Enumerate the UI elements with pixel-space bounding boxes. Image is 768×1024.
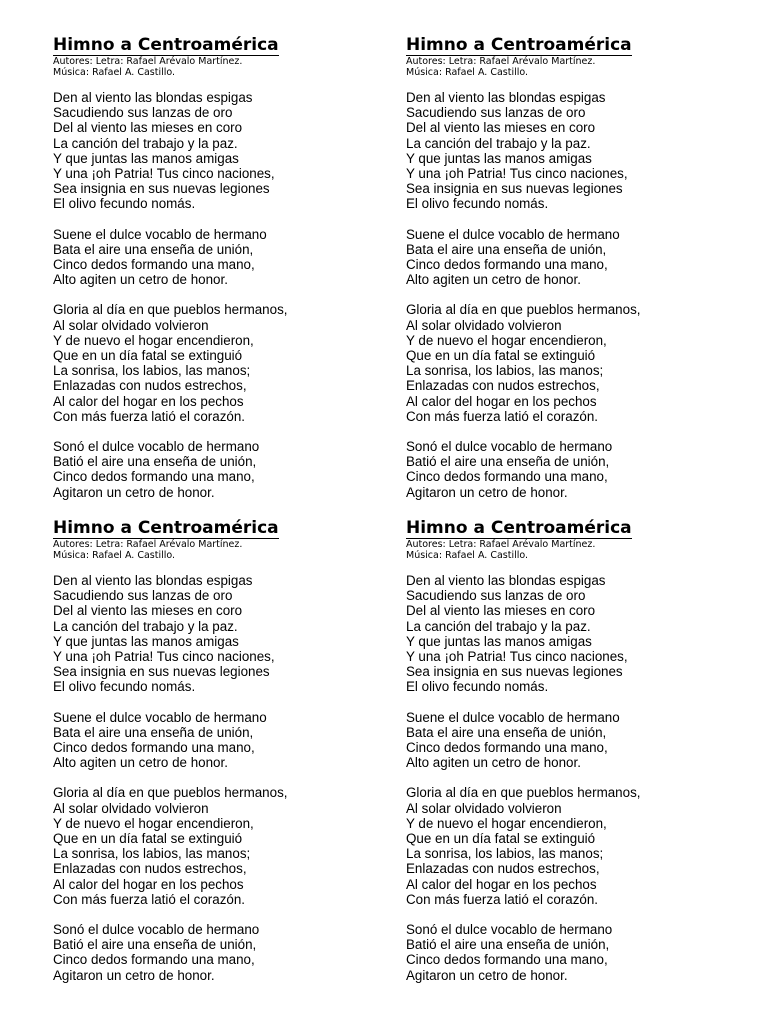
anthem-copy-top-right: [406, 35, 736, 515]
verse-line: Cinco dedos formando una mano,: [406, 740, 608, 756]
verse-line: Alto agiten un cetro de honor.: [53, 755, 228, 771]
verse-line: Y una ¡oh Patria! Tus cinco naciones,: [53, 649, 275, 665]
verse-line: Cinco dedos formando una mano,: [53, 469, 255, 485]
verse-line: El olivo fecundo nomás.: [53, 196, 196, 212]
verse-line: Y que juntas las manos amigas: [406, 633, 592, 649]
verse-line: Gloria al día en que pueblos hermanos,: [406, 785, 641, 801]
anthem-title: Himno a Centroamérica: [53, 35, 279, 55]
verse-line: Y de nuevo el hogar encendieron,: [53, 815, 254, 831]
verse-line: Enlazadas con nudos estrechos,: [53, 861, 247, 877]
verse-line: Al solar olvidado volvieron: [406, 800, 562, 816]
verse-line: Sea insignia en sus nuevas legiones: [53, 181, 270, 197]
verse-line: Alto agiten un cetro de honor.: [406, 272, 581, 288]
verse-line: Que en un día fatal se extinguió: [406, 831, 596, 847]
authors-line: Autores: Letra: Rafael Arévalo Martínez.: [53, 539, 243, 550]
verse-line: La canción del trabajo y la paz.: [406, 135, 591, 151]
anthem-title: Himno a Centroamérica: [406, 518, 632, 538]
verse-line: Batió el aire una enseña de unión,: [53, 937, 257, 953]
verse-line: Agitaron un cetro de honor.: [406, 967, 568, 983]
verse-line: Con más fuerza latió el corazón.: [53, 891, 246, 907]
anthem-copy-bottom-right: [406, 518, 736, 998]
stanza-1: [53, 573, 383, 695]
music-line: Música: Rafael A. Castillo.: [406, 67, 529, 78]
verse-line: Sacudiendo sus lanzas de oro: [406, 105, 586, 121]
verse-line: Y una ¡oh Patria! Tus cinco naciones,: [406, 166, 628, 182]
verse-line: Enlazadas con nudos estrechos,: [406, 861, 600, 877]
stanza-3: [406, 785, 736, 907]
verse-line: Y una ¡oh Patria! Tus cinco naciones,: [53, 166, 275, 182]
verse-line: La sonrisa, los labios, las manos;: [53, 846, 251, 862]
music-line: Música: Rafael A. Castillo.: [53, 550, 176, 561]
verse-line: Sonó el dulce vocablo de hermano: [406, 922, 613, 938]
verse-line: Con más fuerza latió el corazón.: [406, 408, 599, 424]
authors-line: Autores: Letra: Rafael Arévalo Martínez.: [53, 56, 243, 67]
verse-line: El olivo fecundo nomás.: [53, 679, 196, 695]
authors-line: Autores: Letra: Rafael Arévalo Martínez.: [406, 539, 596, 550]
verse-line: Cinco dedos formando una mano,: [53, 952, 255, 968]
verse-line: Enlazadas con nudos estrechos,: [406, 378, 600, 394]
stanza-3: [406, 302, 736, 424]
stanza-4: [53, 439, 383, 500]
stanza-1: [406, 573, 736, 695]
verse-line: Del al viento las mieses en coro: [406, 120, 596, 136]
verse-line: Agitaron un cetro de honor.: [406, 484, 568, 500]
anthem-title: Himno a Centroamérica: [53, 518, 279, 538]
stanza-4: [406, 922, 736, 983]
verse-line: Alto agiten un cetro de honor.: [406, 755, 581, 771]
verse-line: Den al viento las blondas espigas: [53, 90, 253, 105]
verse-line: Sea insignia en sus nuevas legiones: [406, 181, 623, 197]
verse-line: Y de nuevo el hogar encendieron,: [406, 332, 607, 348]
verse-line: La canción del trabajo y la paz.: [406, 618, 591, 634]
verse-line: El olivo fecundo nomás.: [406, 679, 549, 695]
verse-line: Agitaron un cetro de honor.: [53, 967, 215, 983]
verse-line: Y que juntas las manos amigas: [406, 150, 592, 166]
verse-line: Bata el aire una enseña de unión,: [406, 724, 607, 740]
anthem-copy-bottom-left: [53, 518, 383, 998]
verse-line: Suene el dulce vocablo de hermano: [406, 709, 620, 725]
verse-line: Sacudiendo sus lanzas de oro: [53, 105, 233, 121]
verse-line: Al calor del hogar en los pechos: [53, 393, 244, 409]
stanza-3: [53, 302, 383, 424]
verse-line: Bata el aire una enseña de unión,: [53, 241, 254, 257]
stanza-1: [406, 90, 736, 212]
verse-line: Al calor del hogar en los pechos: [406, 393, 597, 409]
verse-line: Y que juntas las manos amigas: [53, 150, 239, 166]
verse-line: Y que juntas las manos amigas: [53, 633, 239, 649]
verse-line: Bata el aire una enseña de unión,: [406, 241, 607, 257]
verse-line: Sacudiendo sus lanzas de oro: [53, 588, 233, 604]
credits: [53, 539, 383, 561]
verse-line: El olivo fecundo nomás.: [406, 196, 549, 212]
verse-line: Cinco dedos formando una mano,: [53, 257, 255, 273]
verse-line: Cinco dedos formando una mano,: [406, 952, 608, 968]
verse-line: Sonó el dulce vocablo de hermano: [406, 439, 613, 455]
verse-line: Gloria al día en que pueblos hermanos,: [53, 302, 288, 318]
verse-line: Sea insignia en sus nuevas legiones: [406, 664, 623, 680]
verse-line: Del al viento las mieses en coro: [53, 603, 243, 619]
verse-line: Al solar olvidado volvieron: [53, 317, 209, 333]
credits: [406, 56, 736, 78]
verse-line: Cinco dedos formando una mano,: [406, 469, 608, 485]
verse-line: Suene el dulce vocablo de hermano: [53, 709, 267, 725]
credits: [53, 56, 383, 78]
verse-line: Bata el aire una enseña de unión,: [53, 724, 254, 740]
verse-line: Batió el aire una enseña de unión,: [406, 454, 610, 470]
verse-line: Den al viento las blondas espigas: [53, 573, 253, 588]
verse-line: Con más fuerza latió el corazón.: [53, 408, 246, 424]
verse-line: Al calor del hogar en los pechos: [53, 876, 244, 892]
verse-line: Enlazadas con nudos estrechos,: [53, 378, 247, 394]
verse-line: Del al viento las mieses en coro: [406, 603, 596, 619]
verse-line: Al calor del hogar en los pechos: [406, 876, 597, 892]
verse-line: Sea insignia en sus nuevas legiones: [53, 664, 270, 680]
authors-line: Autores: Letra: Rafael Arévalo Martínez.: [406, 56, 596, 67]
verse-line: Suene el dulce vocablo de hermano: [406, 226, 620, 242]
credits: [406, 539, 736, 561]
music-line: Música: Rafael A. Castillo.: [53, 67, 176, 78]
stanza-4: [406, 439, 736, 500]
verse-line: Que en un día fatal se extinguió: [406, 348, 596, 364]
verse-line: Cinco dedos formando una mano,: [53, 740, 255, 756]
verse-line: Agitaron un cetro de honor.: [53, 484, 215, 500]
verse-line: Al solar olvidado volvieron: [53, 800, 209, 816]
stanza-2: [406, 227, 736, 288]
verse-line: Suene el dulce vocablo de hermano: [53, 226, 267, 242]
verse-line: Al solar olvidado volvieron: [406, 317, 562, 333]
stanza-2: [406, 710, 736, 771]
verse-line: Que en un día fatal se extinguió: [53, 831, 243, 847]
anthem-copy-top-left: [53, 35, 383, 515]
verse-line: Gloria al día en que pueblos hermanos,: [53, 785, 288, 801]
verse-line: Batió el aire una enseña de unión,: [53, 454, 257, 470]
verse-line: Cinco dedos formando una mano,: [406, 257, 608, 273]
verse-line: Con más fuerza latió el corazón.: [406, 891, 599, 907]
verse-line: Y de nuevo el hogar encendieron,: [53, 332, 254, 348]
verse-line: Y de nuevo el hogar encendieron,: [406, 815, 607, 831]
verse-line: Que en un día fatal se extinguió: [53, 348, 243, 364]
stanza-2: [53, 227, 383, 288]
verse-line: La canción del trabajo y la paz.: [53, 618, 238, 634]
stanza-2: [53, 710, 383, 771]
verse-line: Den al viento las blondas espigas: [406, 573, 606, 588]
stanza-3: [53, 785, 383, 907]
verse-line: La sonrisa, los labios, las manos;: [406, 846, 604, 862]
verse-line: La canción del trabajo y la paz.: [53, 135, 238, 151]
verse-line: Alto agiten un cetro de honor.: [53, 272, 228, 288]
verse-line: Del al viento las mieses en coro: [53, 120, 243, 136]
verse-line: La sonrisa, los labios, las manos;: [53, 363, 251, 379]
anthem-title: Himno a Centroamérica: [406, 35, 632, 55]
verse-line: Sonó el dulce vocablo de hermano: [53, 922, 260, 938]
stanza-4: [53, 922, 383, 983]
verse-line: Batió el aire una enseña de unión,: [406, 937, 610, 953]
stanza-1: [53, 90, 383, 212]
verse-line: Sacudiendo sus lanzas de oro: [406, 588, 586, 604]
verse-line: Gloria al día en que pueblos hermanos,: [406, 302, 641, 318]
verse-line: La sonrisa, los labios, las manos;: [406, 363, 604, 379]
music-line: Música: Rafael A. Castillo.: [406, 550, 529, 561]
verse-line: Y una ¡oh Patria! Tus cinco naciones,: [406, 649, 628, 665]
verse-line: Den al viento las blondas espigas: [406, 90, 606, 105]
verse-line: Sonó el dulce vocablo de hermano: [53, 439, 260, 455]
